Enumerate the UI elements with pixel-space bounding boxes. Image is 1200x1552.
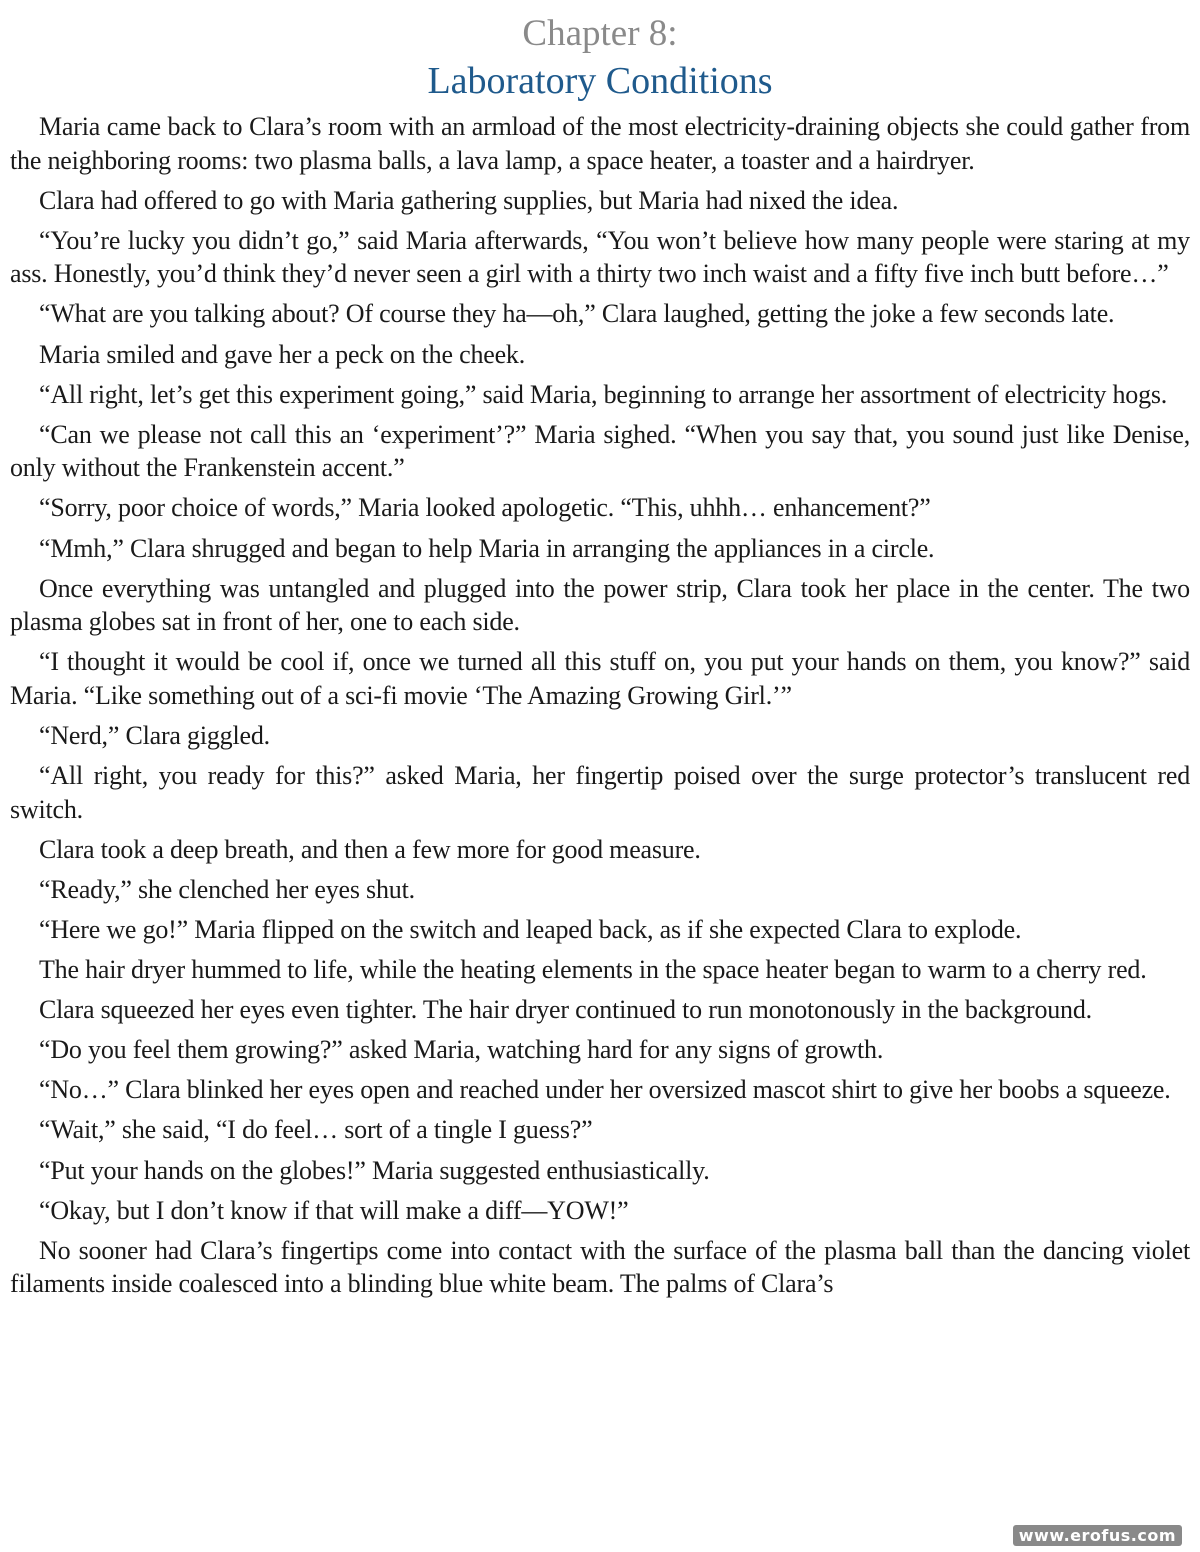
paragraph: Maria came back to Clara’s room with an armload of the most electricity-draining objects she could gather from the neighboring rooms: two plasma balls, a lava lamp, a space heater, a toaster and a hairdryer. bbox=[10, 112, 1190, 175]
paragraph: “Can we please not call this an ‘experiment’?” Maria sighed. “When you say that, you sound just like Denise, only without the Frankenstein accent.” bbox=[10, 419, 1190, 483]
chapter-body bbox=[10, 110, 1190, 1301]
paragraph: “I thought it would be cool if, once we turned all this stuff on, you put your hands on them, you know?” said Maria. “Like something out of a sci-fi movie ‘The Amazing Growing Girl.’” bbox=[10, 647, 1190, 710]
document-page bbox=[10, 0, 1190, 1307]
paragraph: “Nerd,” Clara giggled. bbox=[39, 721, 270, 750]
chapter-title: Laboratory Conditions bbox=[427, 60, 773, 102]
paragraph: “All right, you ready for this?” asked Maria, her fingertip poised over the surge protector’s translucent red switch. bbox=[10, 761, 1190, 824]
paragraph: “Wait,” she said, “I do feel… sort of a tingle I guess?” bbox=[39, 1115, 593, 1145]
paragraph: “You’re lucky you didn’t go,” said Maria afterwards, “You won’t believe how many people were staring at my ass. Honestly, you’d think they’d never seen a girl with a thirty two inch waist and a fifty five inch butt before…” bbox=[10, 225, 1190, 289]
paragraph: Maria smiled and gave her a peck on the cheek. bbox=[39, 339, 526, 369]
paragraph: “Ready,” she clenched her eyes shut. bbox=[39, 874, 415, 904]
paragraph: Clara squeezed her eyes even tighter. The hair dryer continued to run monotonously in the background. bbox=[39, 995, 1092, 1025]
paragraph: “What are you talking about? Of course they ha—oh,” Clara laughed, getting the joke a few seconds late. bbox=[39, 299, 1115, 329]
paragraph: No sooner had Clara’s fingertips come into contact with the surface of the plasma ball than the dancing violet filaments inside coalesced into a blinding blue white beam. The palms of Clara’s bbox=[10, 1235, 1190, 1299]
paragraph: “Do you feel them growing?” asked Maria, watching hard for any signs of growth. bbox=[39, 1035, 884, 1065]
paragraph: “Sorry, poor choice of words,” Maria looked apologetic. “This, uhhh… enhancement?” bbox=[39, 493, 931, 523]
chapter-number: Chapter 8: bbox=[522, 13, 678, 54]
paragraph: “Okay, but I don’t know if that will make a diff—YOW!” bbox=[39, 1195, 629, 1225]
paragraph: Clara took a deep breath, and then a few more for good measure. bbox=[39, 834, 701, 864]
paragraph: “No…” Clara blinked her eyes open and reached under her oversized mascot shirt to give her boobs a squeeze. bbox=[39, 1075, 1171, 1105]
paragraph: “Put your hands on the globes!” Maria suggested enthusiastically. bbox=[39, 1155, 710, 1185]
paragraph: “Mmh,” Clara shrugged and began to help Maria in arranging the appliances in a circle. bbox=[39, 533, 935, 563]
watermark: www.erofus.com bbox=[1013, 1525, 1182, 1546]
paragraph: “All right, let’s get this experiment going,” said Maria, beginning to arrange her assortment of electricity hogs. bbox=[39, 379, 1168, 409]
paragraph: Clara had offered to go with Maria gathering supplies, but Maria had nixed the idea. bbox=[39, 185, 899, 215]
paragraph: Once everything was untangled and plugged into the power strip, Clara took her place in the center. The two plasma globes sat in front of her, one to each side. bbox=[10, 573, 1190, 637]
paragraph: “Here we go!” Maria flipped on the switch and leaped back, as if she expected Clara to explode. bbox=[39, 914, 1022, 944]
paragraph: The hair dryer hummed to life, while the heating elements in the space heater began to warm to a cherry red. bbox=[39, 955, 1147, 985]
